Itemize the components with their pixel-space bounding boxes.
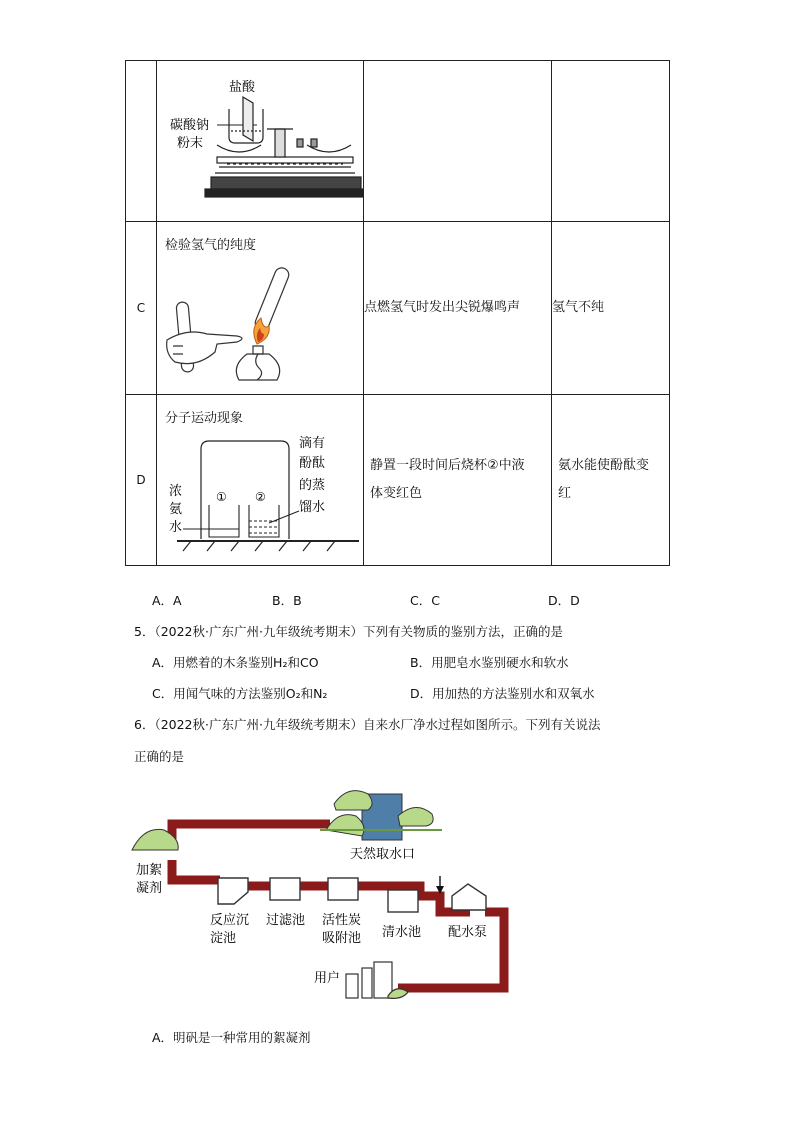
label-phenolphthalein-1: 滴有	[299, 436, 326, 451]
label-filter: 过滤池	[266, 913, 306, 928]
q4-choice-d[interactable]: D．D	[548, 593, 580, 608]
q5-choice-b[interactable]: B．用肥皂水鉴别硬水和软水	[410, 655, 569, 670]
label-phenolphthalein-4: 馏水	[299, 500, 326, 515]
row-b-apparatus-cell	[157, 61, 364, 222]
buildings-icon	[346, 962, 408, 998]
label-carbon-2: 吸附池	[322, 931, 362, 946]
label-powder: 粉末	[177, 136, 204, 151]
q6-stem-line2: 正确的是	[134, 749, 185, 764]
table-row-d	[126, 395, 670, 566]
water-treatment-diagram	[130, 780, 520, 1010]
q6-choice-a[interactable]: A．明矾是一种常用的絮凝剂	[152, 1030, 311, 1045]
q5-stem: 5．（2022秋·广东广州·九年级统考期末）下列有关物质的鉴别方法，正确的是	[134, 624, 563, 639]
row-c-letter: C	[126, 222, 157, 395]
q5-choice-c[interactable]: C．用闻气味的方法鉴别O₂和N₂	[152, 686, 328, 701]
label-coagulant-2: 凝剂	[136, 881, 163, 896]
row-d-experiment-label: 分子运动现象	[165, 411, 244, 426]
q4-choice-c[interactable]: C．C	[410, 593, 440, 608]
label-clear-water: 清水池	[382, 925, 422, 940]
row-d-phenomenon-line2: 体变红色	[370, 486, 423, 501]
table-row-b	[126, 61, 670, 222]
balance-apparatus-illustration	[157, 61, 363, 217]
label-users: 用户	[314, 971, 341, 986]
row-c-apparatus-cell	[157, 222, 364, 395]
row-b-conclusion-cell	[552, 61, 670, 222]
row-c-conclusion: 氢气不纯	[552, 222, 670, 395]
q5-choice-d[interactable]: D．用加热的方法鉴别水和双氧水	[410, 686, 595, 701]
arrow-down-icon	[436, 876, 444, 894]
row-d-letter: D	[126, 395, 157, 566]
label-phenolphthalein-3: 的蒸	[299, 478, 326, 493]
row-d-apparatus-cell	[157, 395, 364, 566]
label-sedimentation-2: 淀池	[210, 931, 237, 946]
label-pump: 配水泵	[448, 925, 488, 940]
label-coagulant-1: 加絮	[136, 863, 163, 878]
label-conc-ammonia-2: 氨	[169, 502, 183, 517]
experiment-table	[125, 60, 670, 566]
label-sodium-carbonate: 碳酸钠	[170, 118, 210, 133]
q4-choice-a[interactable]: A．A	[152, 593, 182, 608]
q6-stem-line1: 6．（2022秋·广东广州·九年级统考期末）自来水厂净水过程如图所示。下列有关说法	[134, 717, 601, 732]
beaker-1-label: ①	[216, 490, 227, 504]
label-phenolphthalein-2: 酚酞	[299, 456, 326, 471]
row-d-conclusion-line2: 红	[558, 486, 572, 501]
label-carbon-1: 活性炭	[322, 913, 362, 928]
pump-house-icon	[452, 884, 486, 910]
beaker-icon	[229, 97, 263, 143]
bell-jar-icon	[201, 441, 289, 539]
row-b-phenomenon-cell	[364, 61, 552, 222]
bench-icon	[177, 541, 359, 551]
label-sedimentation-1: 反应沉	[210, 913, 250, 928]
label-conc-ammonia-1: 浓	[169, 484, 183, 499]
water-intake-icon	[320, 791, 442, 840]
row-d-phenomenon-cell	[364, 395, 552, 566]
row-b-letter-cell	[126, 61, 157, 222]
label-intake: 天然取水口	[350, 847, 416, 862]
table-row-c	[126, 222, 670, 395]
hand-icon	[167, 302, 242, 373]
q5-choice-a[interactable]: A．用燃着的木条鉴别H₂和CO	[152, 655, 319, 670]
label-conc-ammonia-3: 水	[169, 520, 183, 535]
label-hydrochloric-acid: 盐酸	[229, 80, 256, 95]
beaker-icon	[209, 505, 279, 537]
row-d-phenomenon-line1: 静置一段时间后烧杯②中液	[370, 458, 525, 473]
row-d-conclusion-cell	[552, 395, 670, 566]
alcohol-lamp-icon	[236, 346, 279, 380]
row-c-phenomenon: 点燃氢气时发出尖锐爆鸣声	[364, 222, 552, 395]
row-c-experiment-label: 检验氢气的纯度	[165, 238, 257, 253]
q4-choice-b[interactable]: B．B	[272, 593, 302, 608]
beaker-2-label: ②	[255, 490, 266, 504]
row-d-conclusion-line1: 氨水能使酚酞变	[558, 458, 650, 473]
